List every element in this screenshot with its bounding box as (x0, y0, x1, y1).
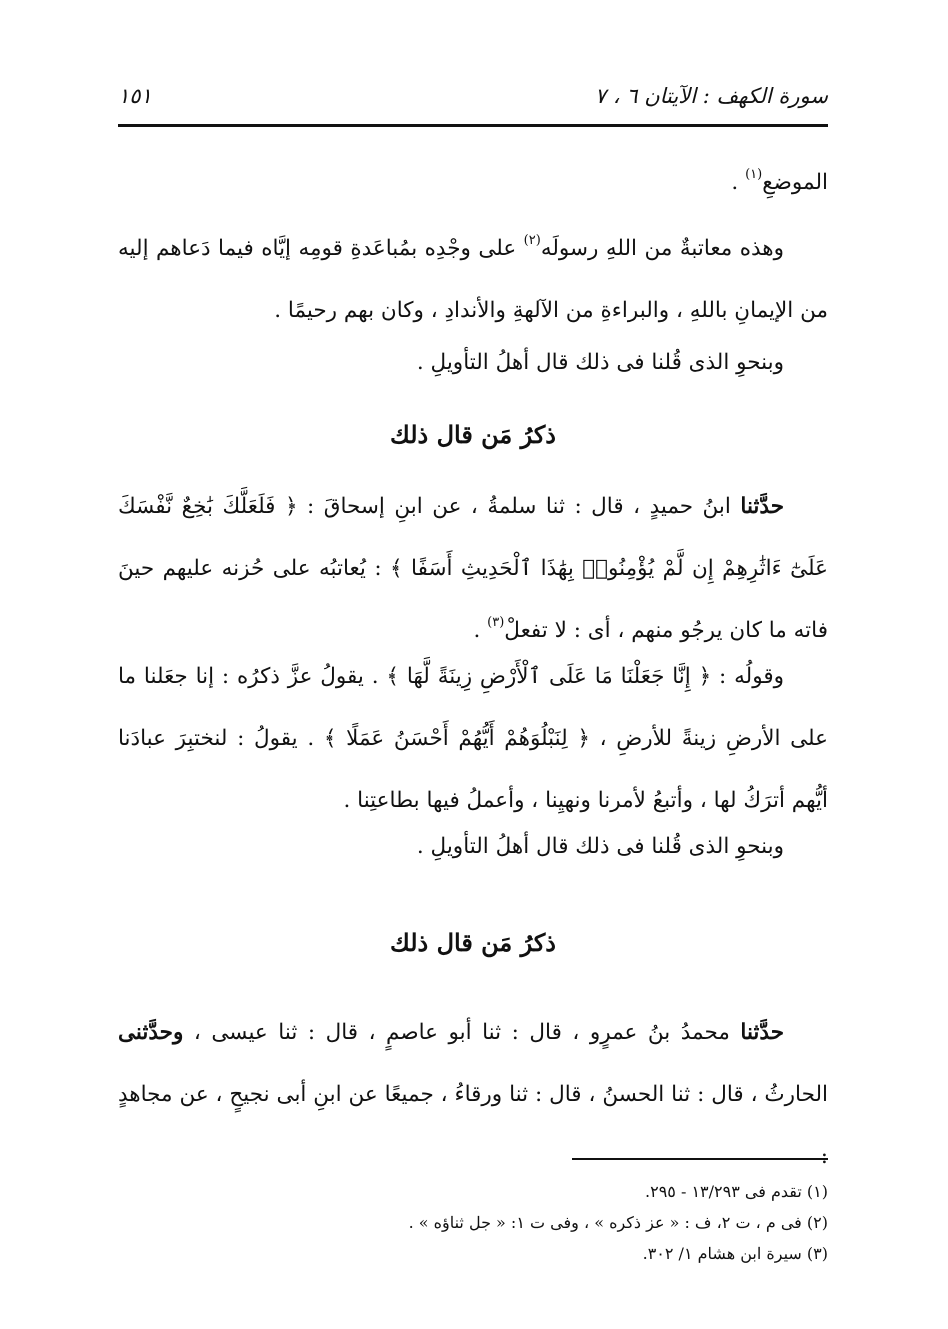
paragraph-1-text: الموضعِ (762, 170, 828, 195)
footnote-2: (٢) فى م ، ت ٢، ف : « عز ذكره » ، وفى ت ١: « جل ثناؤه » . (408, 1213, 828, 1232)
paragraph-7-part2: الحارثُ ، قال : ثنا الحسنُ ، قال : ثنا ورقاءُ ، جميعًا عن ابنِ أبى نجيحٍ ، عن مجاهدٍ : (118, 1082, 828, 1169)
paragraph-6: وبنحوِ الذى قُلنا فى ذلك قال أهلُ التأويلِ . (416, 834, 784, 859)
paragraph-5-part1: وقولُه : (711, 664, 784, 689)
footnote-1: (١) تقدم فى ١٣/٢٩٣ - ٢٩٥. (645, 1182, 828, 1201)
paragraph-7-lead: حدَّثنا (740, 1020, 784, 1045)
quran-verse-1: ﴿ فَلَعَلَّكَ بَٰخِعٌ نَّفْسَكَ عَلَىٰٓ ءَاثَٰرِهِمْ إِن لَّمْ يُؤْمِنُوا۟ بِهَٰذَا ٱلْحَدِيثِ أَسَفًا ﴾ (118, 494, 828, 581)
paragraph-2 (118, 218, 828, 342)
footnote-3: (٣) سيرة ابن هشام ١/ ٣٠٢. (642, 1244, 828, 1263)
paragraph-2-after: على وجْدِه بمُباعَدةِ قومِه إيَّاه فيما دَعاهم إليه من الإيمانِ باللهِ ، والبراءةِ من الآلهةِ والأندادِ ، وكان بهم رحيمًا . (118, 236, 828, 323)
paragraph-4-lead: حدَّثنا (740, 494, 784, 519)
paragraph-7-part1: محمدُ بنُ عمرٍو ، قال : ثنا أبو عاصمٍ ، قال : ثنا عيسى ، (183, 1020, 741, 1045)
footnotes (118, 1176, 828, 1269)
paragraph-4-part1: ابنُ حميدٍ ، قال : ثنا سلمةُ ، عن ابنِ إسحاقَ : (297, 494, 741, 519)
paragraph-7-lead2: وحدَّثنى (118, 1020, 184, 1045)
paragraph-5-part2: . يقولُ عزَّ ذكرُه : إنا جعَلنا ما على الأرضِ زينةً للأرضِ ، (118, 664, 828, 751)
quran-verse-3: ﴿ لِنَبْلُوَهُمْ أَيُّهُمْ أَحْسَنُ عَمَلًا ﴾ (323, 726, 590, 751)
paragraph-1-end: . (731, 170, 746, 195)
paragraph-5-part3: . يقولُ : لنختبِرَ عبادَنا أيُّهم أترَكُ لها ، وأتبعُ لأمرنا ونهيِنا ، وأعملُ فيها بطاعتِنا . (118, 726, 828, 813)
footnote-rule (572, 1158, 828, 1160)
section-heading-2: ذكرُ مَن قال ذلك (390, 928, 556, 957)
paragraph-2-before: وهذه معاتبةٌ من اللهِ رسولَه (540, 236, 784, 261)
running-head (118, 78, 828, 114)
header-rule (118, 124, 828, 127)
running-title: سورة الكهف : الآيتان ٦ ، ٧ (594, 84, 828, 108)
paragraph-4 (118, 476, 828, 662)
paragraph-4-part2: : يُعاتبُه على حُزنه عليهم حينَ فاته ما كان يرجُو منهم ، أى : لا تفعلْ (118, 556, 828, 643)
section-heading-1: ذكرُ مَن قال ذلك (390, 420, 556, 449)
quran-verse-2: ﴿ إِنَّا جَعَلْنَا مَا عَلَى ٱلْأَرْضِ زِينَةً لَّهَا ﴾ (386, 664, 712, 689)
paragraph-4-end: . (473, 618, 488, 643)
footnote-ref-2: (٢) (523, 233, 541, 248)
paragraph-1 (118, 152, 828, 214)
footnote-ref-3: (٣) (487, 615, 505, 630)
paragraph-3: وبنحوِ الذى قُلنا فى ذلك قال أهلُ التأويلِ . (416, 350, 784, 375)
paragraph-5 (118, 646, 828, 832)
paragraph-7 (118, 1002, 828, 1188)
footnote-ref-1: (١) (745, 167, 763, 182)
page-number: ١٥١ (118, 84, 152, 108)
